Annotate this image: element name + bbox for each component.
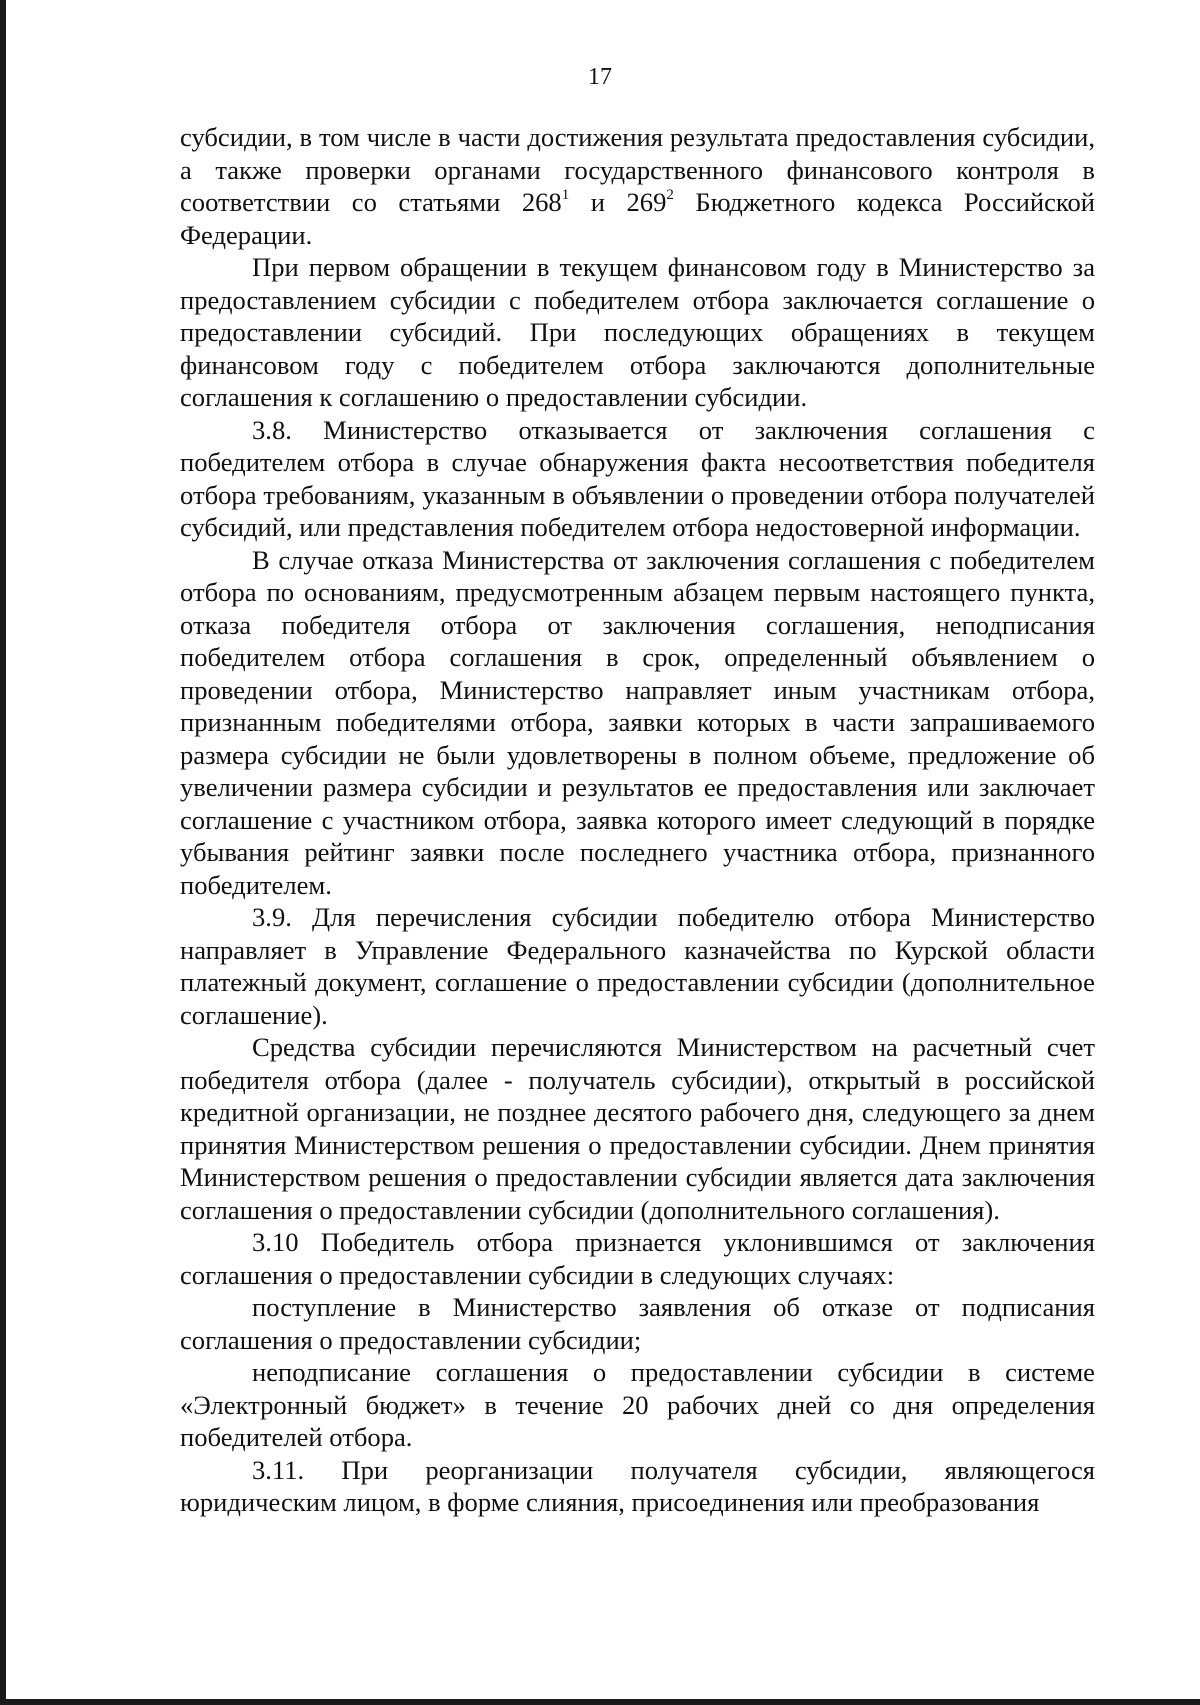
paragraph-continuation: субсидии, в том числе в части достижения результата предоставления субсидии, а также проверки органами государственного финансового контроля в соответствии со статьями $268^1$ и $269^2$ Бюджетного кодекса Российской Федерации. xyxy=(180,122,1095,250)
paragraph-3-10: 3.10 Победитель отбора признается уклонившимся от заключения соглашения о предоставлении субсидии в следующих случаях: xyxy=(180,1227,1095,1290)
paragraph-refusal-case: В случае отказа Министерства от заключения соглашения с победителем отбора по основаниям, предусмотренным абзацем первым настоящего пункта, отказа победителя отбора от заключения соглашения, неподписания победителем отбора соглашения в срок, определенный объявлением о проведении отбора, Министерство направляет иным участникам отбора, признанным победителями отбора, заявки которых в части запрашиваемого размера субсидии не были удовлетворены в полном объеме, предложение об увеличении размера субсидии и результатов ее предоставления или заключает соглашение с участником отбора, заявка которого имеет следующий в порядке убывания рейтинг заявки после последнего участника отбора, признанного победителем. xyxy=(180,544,1095,900)
page-number: 17 xyxy=(588,64,612,90)
paragraph-first-appeal: При первом обращении в текущем финансовом году в Министерство за предоставлением субсидии с победителем отбора заключается соглашение о предоставлении субсидий. При последующих обращениях в текущем финансовом году с победителем отбора заключаются дополнительные соглашения к соглашению о предоставлении субсидии. xyxy=(180,252,1095,412)
superscript-2: 2 xyxy=(666,187,674,203)
paragraph-transfer-funds: Средства субсидии перечисляются Министерством на расчетный счет победителя отбора (далее - получатель субсидии), открытый в российской кредитной организации, не позднее десятого рабочего дня, следующего за днем принятия Министерством решения о предоставлении субсидии. Днем принятия Министерством решения о предоставлении субсидии является дата заключения соглашения о предоставлении субсидии (дополнительного соглашения). xyxy=(180,1032,1095,1225)
paragraph-3-8: 3.8. Министерство отказывается от заключения соглашения с победителем отбора в случае обнаружения факта несоответствия победителя отбора требованиям, указанным в объявлении о проведении отбора получателей субсидий, или представления победителем отбора недостоверной информации. xyxy=(180,414,1095,542)
scan-edge-bottom xyxy=(0,1699,1200,1705)
paragraph-unsigned-agreement: неподписание соглашения о предоставлении субсидии в системе «Электронный бюджет» в течение 20 рабочих дней со дня определения победителей отбора. xyxy=(180,1357,1095,1452)
document-body xyxy=(180,121,1095,1519)
paragraph-3-9: 3.9. Для перечисления субсидии победителю отбора Министерство направляет в Управление Федерального казначейства по Курской области платежный документ, соглашение о предоставлении субсидии (дополнительное соглашение). xyxy=(180,902,1095,1030)
scan-edge-left xyxy=(0,0,6,1705)
paragraph-refusal-statement: поступление в Министерство заявления об отказе от подписания соглашения о предоставлении субсидии; xyxy=(180,1292,1095,1355)
superscript-1: 1 xyxy=(561,187,570,203)
paragraph-3-11: 3.11. При реорганизации получателя субсидии, являющегося юридическим лицом, в форме слияния, присоединения или преобразования xyxy=(180,1454,1095,1517)
